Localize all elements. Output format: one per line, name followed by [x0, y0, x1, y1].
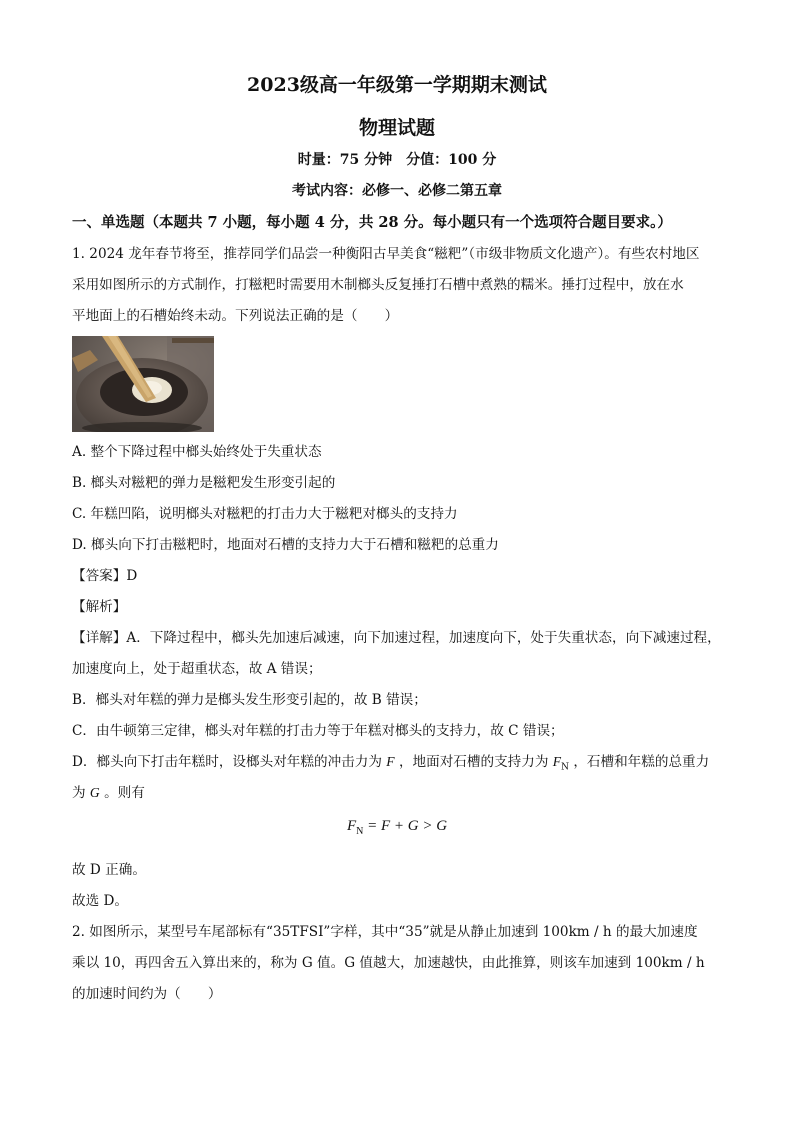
- q1-analysis-label: 【解析】: [72, 599, 127, 615]
- formula-rhs: = F + G > G: [363, 818, 448, 834]
- exam-subtitle: 物理试题: [358, 117, 435, 139]
- q1-detail-d-text-c: ，石槽和年糕的总重力: [573, 754, 710, 770]
- mortar-photo-illustration: [72, 336, 214, 432]
- q1-detail-d-var-f: F: [386, 754, 395, 769]
- mortar-photo: [72, 336, 214, 432]
- q2-stem-line1: 2. 如图所示，某型号车尾部标有“35TFSI”字样，其中“35”就是从静止加速到 100km / h 的最大加速度: [72, 924, 698, 940]
- q1-choice: 故选 D。: [72, 893, 129, 909]
- q1-option-c: C. 年糕凹陷，说明榔头对糍粑的打击力大于糍粑对榔头的支持力: [72, 506, 458, 522]
- q1-detail-c: C．由牛顿第三定律，榔头对年糕的打击力等于年糕对榔头的支持力，故 C 错误；: [72, 723, 564, 739]
- q1-stem-line3: 平地面上的石槽始终未动。下列说法正确的是（ ）: [72, 308, 399, 324]
- q1-detail-d2-text-a: 为: [72, 785, 86, 801]
- q1-detail-d2-var-g: G: [89, 785, 100, 800]
- q1-option-b: B. 榔头对糍粑的弹力是糍粑发生形变引起的: [72, 475, 336, 491]
- exam-scope: 考试内容：必修一、必修二第五章: [292, 183, 502, 199]
- q1-option-d: D. 榔头向下打击糍粑时，地面对石槽的支持力大于石槽和糍粑的总重力: [72, 537, 499, 553]
- exam-meta: 时量：75 分钟 分值：100 分: [297, 152, 497, 168]
- q1-detail-b: B．榔头对年糕的弹力是榔头发生形变引起的，故 B 错误；: [72, 692, 427, 708]
- q1-detail-d-line1: [72, 752, 709, 778]
- q1-detail-d-text-a: D．榔头向下打击年糕时，设榔头对年糕的冲击力为: [72, 754, 382, 770]
- formula-lhs-sub: N: [356, 826, 364, 837]
- q1-detail-d-line2: [72, 783, 145, 803]
- q1-answer: 【答案】D: [72, 568, 138, 584]
- q2-stem-line3: 的加速时间约为（ ）: [72, 986, 222, 1002]
- q1-detail-d-text-b: ，地面对石槽的支持力为: [398, 754, 549, 770]
- q1-option-a: A. 整个下降过程中榔头始终处于失重状态: [72, 444, 322, 460]
- q2-stem-line2: 乘以 10，再四舍五入算出来的，称为 G 值。G 值越大，加速越快，由此推算，则该车加速到 100km / h: [72, 955, 705, 971]
- q1-detail-d2-text-b: 。则有: [104, 785, 145, 801]
- q1-detail-d-var-fn: F: [552, 754, 562, 769]
- section-heading: 一、单选题（本题共 7 小题，每小题 4 分，共 28 分。每小题只有一个选项符合题目要求。）: [72, 214, 672, 231]
- q1-formula: [0, 818, 794, 837]
- formula-lhs: F: [346, 818, 357, 834]
- q1-detail-line2: 加速度向上，处于超重状态，故 A 错误；: [72, 661, 322, 677]
- exam-title: 2023级高一年级第一学期期末测试: [247, 74, 547, 96]
- q1-stem-line2: 采用如图所示的方式制作，打糍粑时需要用木制榔头反复捶打石槽中煮熟的糯米。捶打过程中，放在水: [72, 277, 684, 293]
- q1-detail-d-var-fn-sub: N: [561, 762, 569, 773]
- q1-detail-line1: 【详解】A．下降过程中，榔头先加速后减速，向下加速过程，加速度向下，处于失重状态，向下减速过程，: [72, 630, 721, 646]
- q1-conclusion: 故 D 正确。: [72, 862, 146, 878]
- q1-stem-line1: 1. 2024 龙年春节将至，推荐同学们品尝一种衡阳古早美食“糍粑”（市级非物质文化遗产）。有些农村地区: [72, 246, 700, 262]
